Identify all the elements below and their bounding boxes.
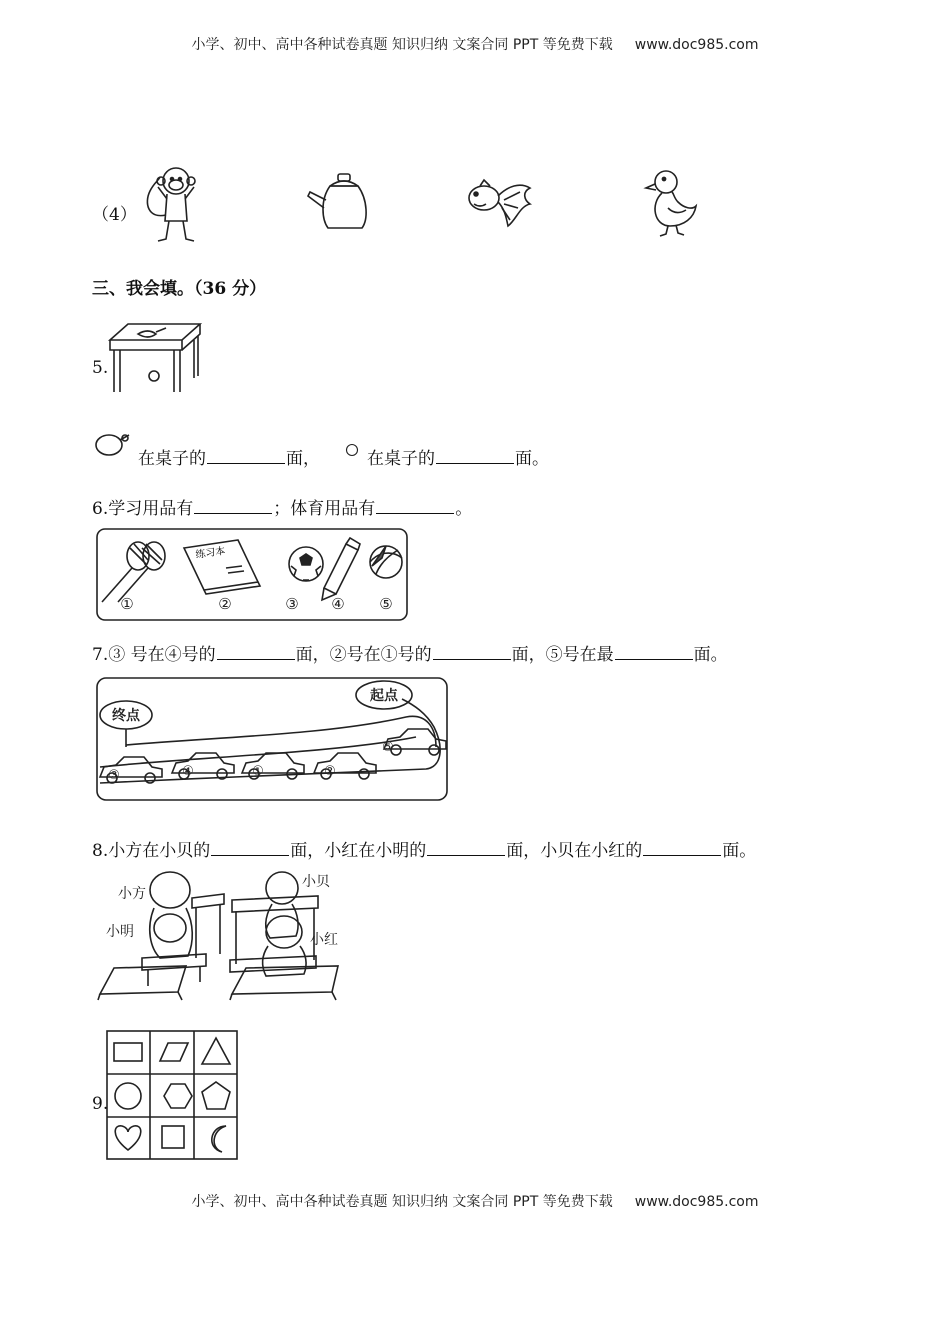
footer-text: 小学、初中、高中各种试卷真题 知识归纳 文案合同 PPT 等免费下载 — [191, 1194, 613, 1210]
q7-blank-1[interactable] — [217, 645, 295, 660]
q5-blank-2[interactable] — [436, 449, 514, 464]
q6-label-1: ① — [120, 595, 134, 613]
name-xiaobei: 小贝 — [302, 874, 330, 890]
q7-text-2: 面，②号在①号的 — [295, 645, 432, 665]
page-footer — [0, 1191, 950, 1211]
race-picture — [96, 677, 448, 801]
name-xiaoming: 小明 — [106, 924, 134, 940]
car-wheel — [429, 745, 439, 755]
q5-text-3: 在桌子的 — [367, 449, 435, 469]
ping-pong-paddle-icon — [93, 430, 133, 460]
q7-text-3: 面，⑤号在最 — [511, 645, 614, 665]
q7-blank-2[interactable] — [433, 645, 511, 660]
q8-blank-1[interactable] — [211, 841, 289, 856]
q6-text-3: 。 — [455, 499, 473, 519]
q8-text-3: 面，小贝在小红的 — [506, 841, 643, 861]
car-wheel — [359, 769, 369, 779]
q6-label-2: ② — [218, 595, 232, 613]
duck-picture — [644, 168, 700, 238]
car-label-1: ① — [252, 764, 264, 779]
q7-blank-3[interactable] — [615, 645, 693, 660]
name-xiaofang: 小方 — [118, 886, 146, 902]
q6-label-4: ④ — [331, 595, 345, 613]
q6-text-1: 6.学习用品有 — [92, 499, 194, 519]
finish-label: 终点 — [112, 708, 140, 724]
teapot-picture — [306, 172, 382, 234]
header-site: www.doc985.com — [634, 37, 759, 53]
q5-text-4: 面。 — [515, 449, 549, 469]
q8-sentence — [92, 836, 756, 861]
name-xiaohong: 小红 — [310, 932, 338, 948]
q5-number: 5. — [92, 358, 109, 378]
q6-blank-1[interactable] — [194, 499, 272, 514]
q6-label-5: ⑤ — [379, 595, 393, 613]
q7-sentence — [92, 640, 728, 665]
q6-blank-2[interactable] — [376, 499, 454, 514]
classroom-picture — [96, 868, 356, 1002]
car-label-4: ④ — [182, 764, 194, 779]
ping-pong-ball-icon — [345, 443, 359, 457]
q8-text-4: 面。 — [722, 841, 757, 861]
car-label-3: ③ — [108, 768, 120, 783]
q4-label: （4） — [92, 205, 137, 225]
q8-text-2: 面，小红在小明的 — [290, 841, 427, 861]
page-header — [0, 34, 950, 54]
car-wheel — [145, 773, 155, 783]
q5-text-2: 面， — [286, 449, 320, 469]
q5-blank-1[interactable] — [207, 449, 285, 464]
supplies-picture — [96, 528, 408, 621]
goldfish-picture — [464, 178, 534, 230]
q5-sentence-b — [367, 444, 549, 469]
header-text: 小学、初中、高中各种试卷真题 知识归纳 文案合同 PPT 等免费下载 — [191, 37, 613, 53]
q6-sentence — [92, 494, 472, 519]
q5-sentence — [138, 444, 320, 469]
car-label-2: ② — [324, 764, 336, 779]
q8-blank-3[interactable] — [643, 841, 721, 856]
start-label: 起点 — [370, 688, 398, 704]
section-3-title: 三、我会填。（36 分） — [92, 279, 267, 299]
notebook-title: 练习本 — [194, 545, 227, 561]
q7-text-1: 7.③ 号在④号的 — [92, 645, 216, 665]
q7-text-4: 面。 — [693, 645, 728, 665]
q6-label-3: ③ — [285, 595, 299, 613]
q8-blank-2[interactable] — [427, 841, 505, 856]
q8-text-1: 8.小方在小贝的 — [92, 841, 211, 861]
q5-text-1: 在桌子的 — [138, 449, 206, 469]
shape-grid — [106, 1030, 238, 1160]
q9-number: 9. — [92, 1094, 109, 1114]
q6-text-2: ；体育用品有 — [273, 499, 376, 519]
table-picture — [108, 320, 204, 396]
monkey-picture — [138, 163, 210, 245]
car-label-5: ⑤ — [382, 740, 394, 755]
footer-site: www.doc985.com — [634, 1194, 759, 1210]
